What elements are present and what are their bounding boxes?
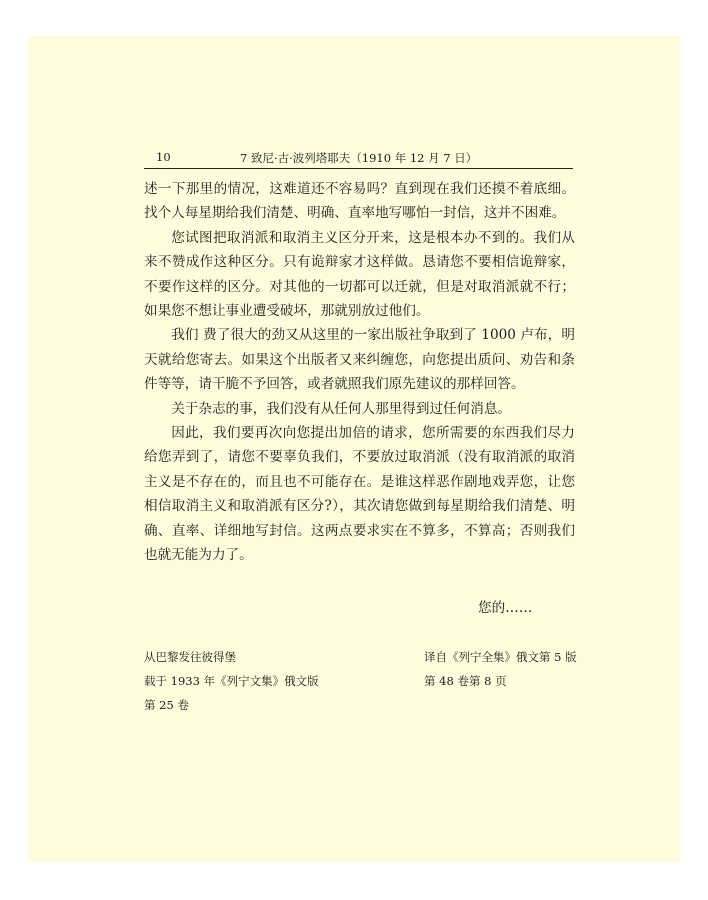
paragraph: 关于杂志的事，我们没有从任何人那里得到过任何消息。 — [171, 400, 512, 417]
letter-closing: 您的…… — [478, 600, 533, 616]
source-line: 第 48 卷第 8 页 — [424, 674, 507, 688]
page-header — [144, 150, 573, 169]
source-note-left — [144, 645, 319, 717]
source-note-right — [424, 645, 577, 693]
letter-body — [144, 177, 575, 568]
paragraph: 您试图把取消派和取消主义区分开来，这是根本办不到的。我们从来不赞成作这种区分。只有诡辩家才这样做。恳请您不要相信诡辩家，不要作这样的区分。对其他的一切都可以迁就，但是对取消派就不行；如果您不想让事业遭受破坏，那就别放过他们。 — [144, 229, 575, 320]
paragraph: 因此，我们要再次向您提出加倍的请求，您所需要的东西我们尽力给您弄到了，请您不要辜负我们，不要放过取消派（没有取消派的取消主义是不存在的，而且也不可能存在。是谁这样恶作剧地戏弄您，让您相信取消主义和取消派有区分?），其次请您做到每星期给我们清楚、明确、直率、详细地写封信。这两点要求实在不算多，不算高；否则我们也就无能为力了。 — [144, 425, 575, 564]
source-line: 第 25 卷 — [144, 698, 189, 712]
paragraph: 述一下那里的情况，这难道还不容易吗？直到现在我们还摸不着底细。找个人每星期给我们清楚、明确、直率地写哪怕一封信，这并不困难。 — [144, 181, 575, 222]
page-number: 10 — [156, 150, 171, 164]
source-line: 载于 1933 年《列宁文集》俄文版 — [144, 674, 319, 688]
paragraph: 我们 费了很大的劲又从这里的一家出版社争取到了 1000 卢布，明天就给您寄去。如果这个出版者又来纠缠您，向您提出质问、劝告和条件等等，请干脆不予回答，或者就照我们原先建议的那样回答。 — [144, 327, 575, 393]
source-line: 从巴黎发往彼得堡 — [144, 650, 236, 664]
source-line: 译自《列宁全集》俄文第 5 版 — [424, 650, 577, 664]
running-title: 7 致尼·古·波列塔耶夫（1910 年 12 月 7 日） — [240, 151, 478, 165]
